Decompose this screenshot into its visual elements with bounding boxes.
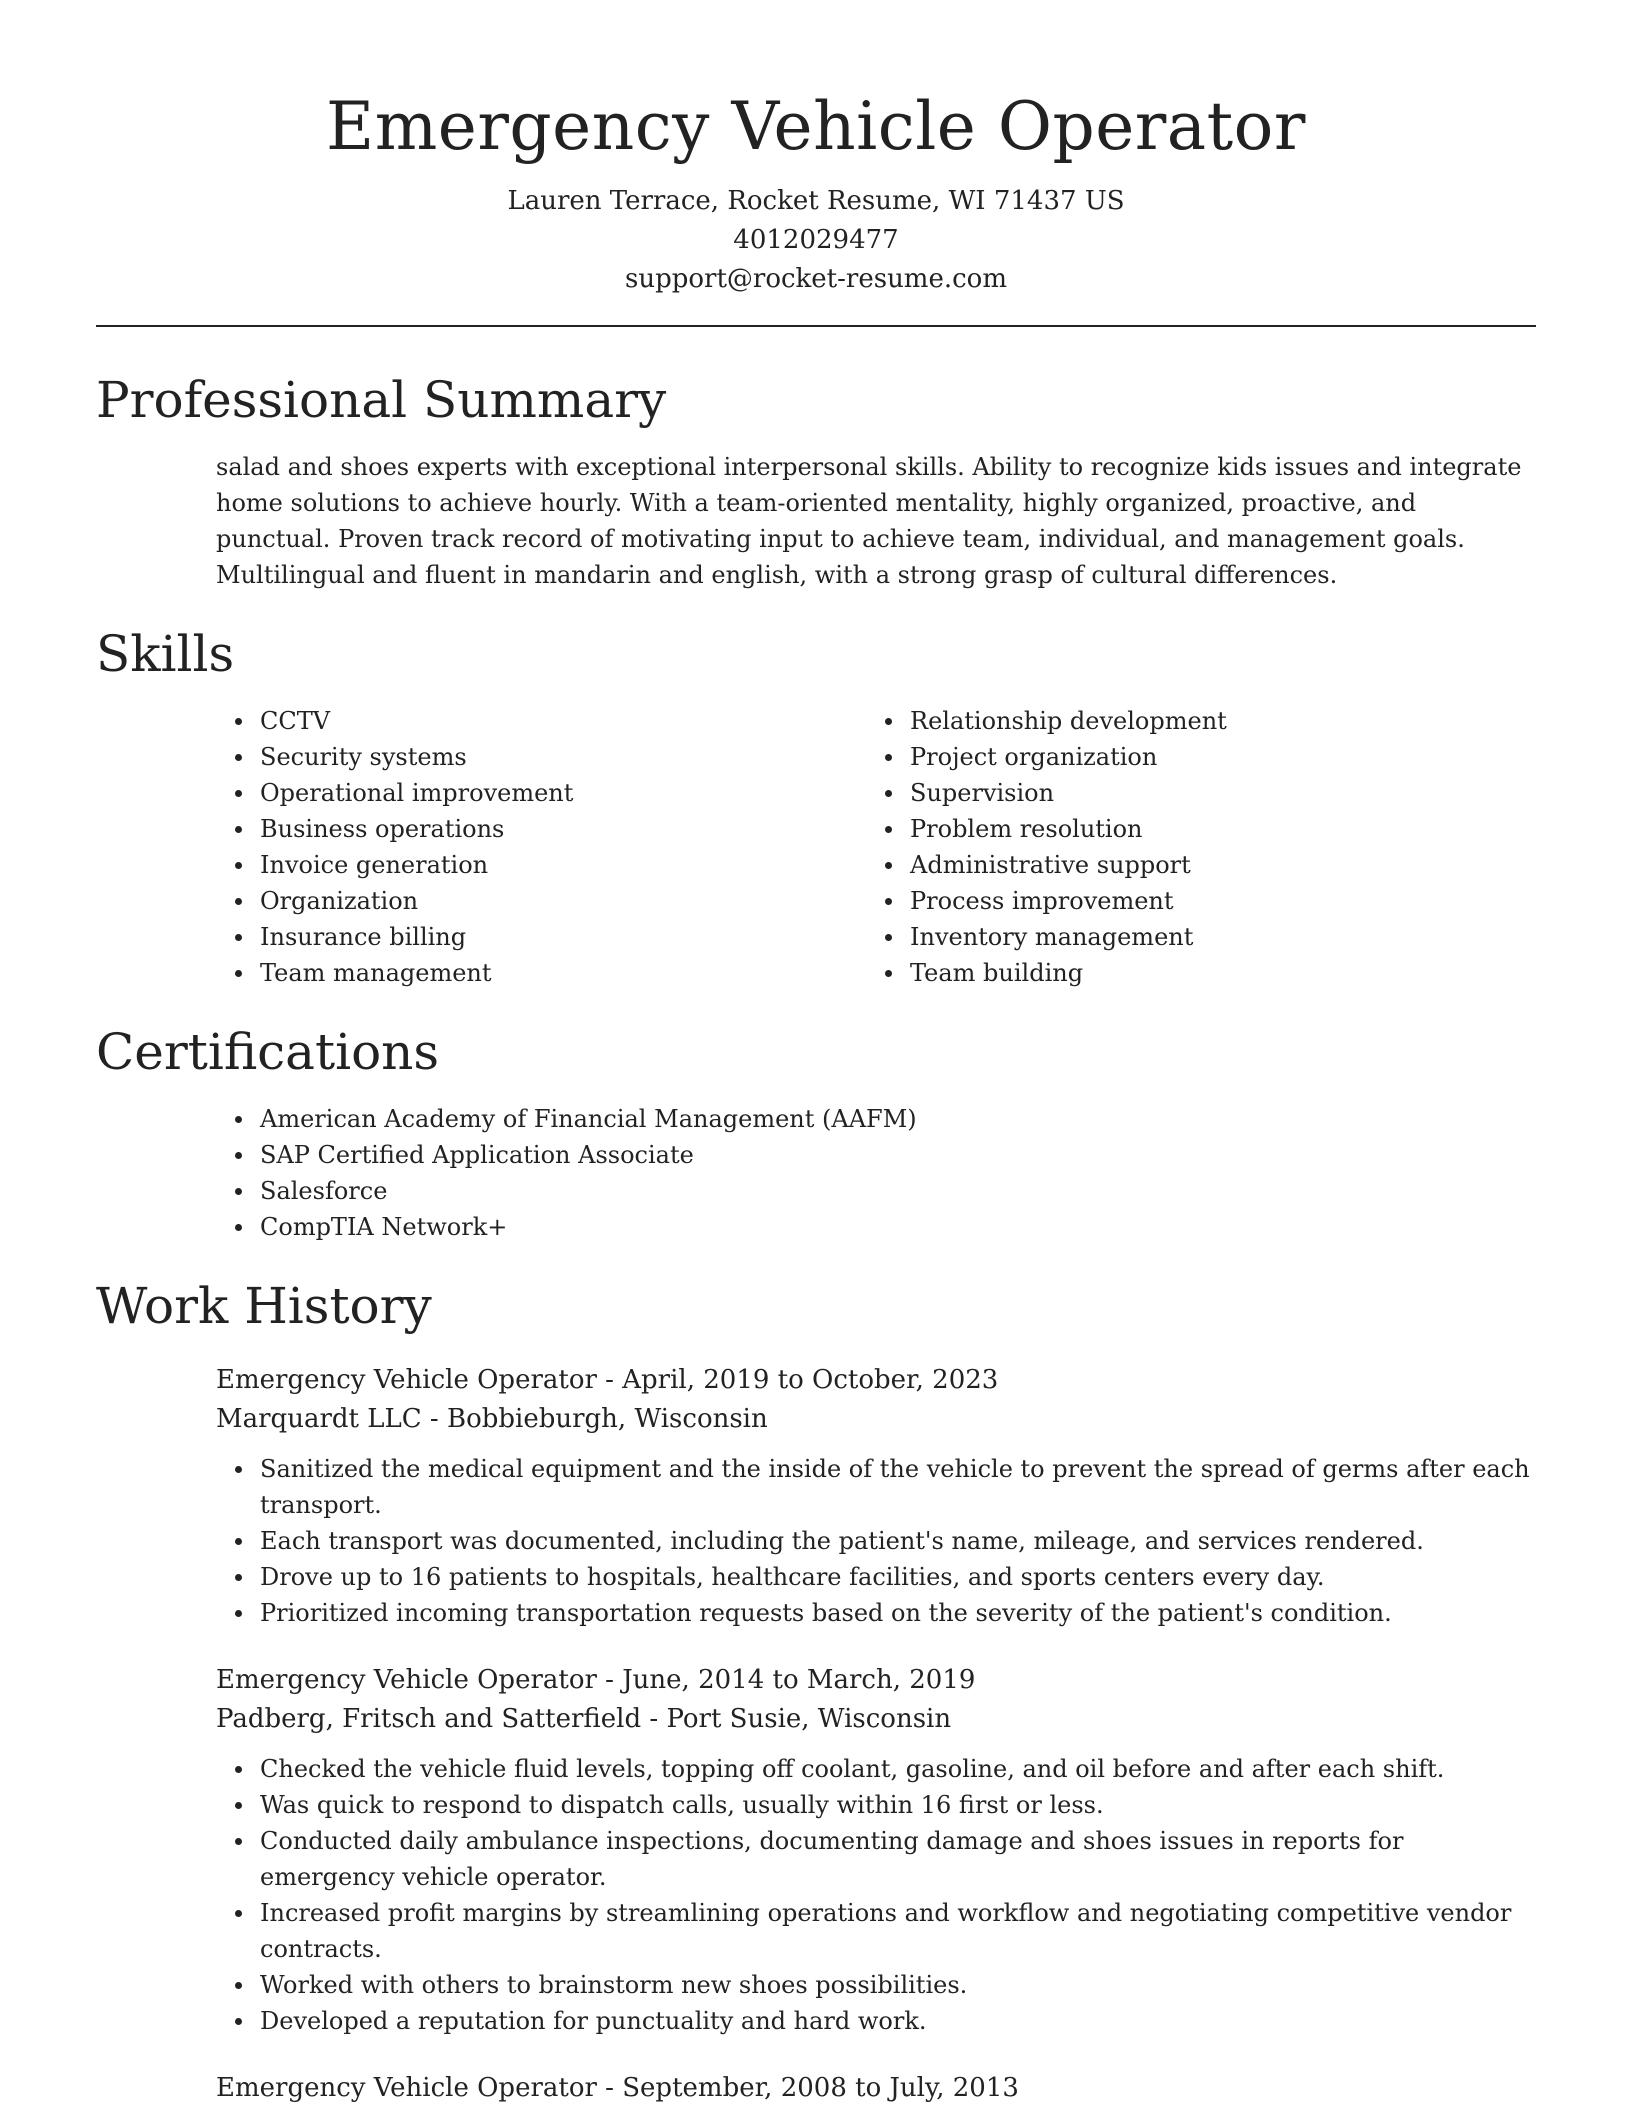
summary-heading: Professional Summary: [96, 371, 667, 429]
certifications-list: [216, 1101, 1536, 1245]
job-duty: Each transport was documented, including the patient's name, mileage, and services rendered.: [216, 1523, 1536, 1559]
skill-item: Invoice generation: [216, 847, 866, 883]
job-duty: Worked with others to brainstorm new shoes possibilities.: [216, 1967, 1536, 2003]
work-history-heading: Work History: [96, 1277, 432, 1335]
job-title: Emergency Vehicle Operator: [216, 2073, 597, 2103]
job-entry: [216, 2069, 1536, 2108]
skill-item: Inventory management: [866, 919, 1466, 955]
job-duty: Drove up to 16 patients to hospitals, healthcare facilities, and sports centers every day.: [216, 1559, 1536, 1595]
skill-item: Supervision: [866, 775, 1466, 811]
company-location: - Bobbieburgh, Wisconsin: [421, 1404, 768, 1434]
job-duty: Checked the vehicle fluid levels, topping off coolant, gasoline, and oil before and after each shift.: [216, 1751, 1536, 1787]
company-name: Marquardt LLC: [216, 1404, 422, 1434]
job-duty: Sanitized the medical equipment and the inside of the vehicle to prevent the spread of germs after each transport.: [216, 1451, 1536, 1523]
skill-item: Team building: [866, 955, 1466, 991]
header-divider: [96, 325, 1536, 327]
skill-item: Process improvement: [866, 883, 1466, 919]
certification-item: American Academy of Financial Management (AAFM): [216, 1101, 1536, 1137]
skill-item: Organization: [216, 883, 866, 919]
skill-item: Administrative support: [866, 847, 1466, 883]
certification-item: CompTIA Network+: [216, 1209, 1536, 1245]
certification-item: SAP Certified Application Associate: [216, 1137, 1536, 1173]
job-dates: - April, 2019 to October, 2023: [596, 1365, 999, 1395]
job-duties-list: [216, 1751, 1536, 2039]
candidate-name: Emergency Vehicle Operator: [326, 88, 1306, 165]
company-location: - Port Susie, Wisconsin: [641, 1704, 952, 1734]
job-title-line: [216, 2069, 1536, 2108]
job-title: Emergency Vehicle Operator: [216, 1665, 597, 1695]
job-company-line: [216, 1400, 1536, 1439]
job-duty: Developed a reputation for punctuality and hard work.: [216, 2003, 1536, 2039]
job-title-line: [216, 1361, 1536, 1400]
skills-list-right: [866, 703, 1466, 991]
contact-email: support@rocket-resume.com: [624, 264, 1007, 294]
job-duty: Increased profit margins by streamlining operations and workflow and negotiating competitive vendor contracts.: [216, 1895, 1536, 1967]
job-title: Emergency Vehicle Operator: [216, 1365, 597, 1395]
certifications-heading: Certifications: [96, 1023, 440, 1081]
job-duty: Conducted daily ambulance inspections, documenting damage and shoes issues in reports for emergency vehicle operator.: [216, 1823, 1536, 1895]
skill-item: Project organization: [866, 739, 1466, 775]
resume-header: [96, 0, 1536, 299]
certification-item: Salesforce: [216, 1173, 1536, 1209]
contact-phone: 4012029477: [733, 225, 899, 255]
skill-item: Business operations: [216, 811, 866, 847]
skills-list-left: [216, 703, 866, 991]
skill-item: CCTV: [216, 703, 866, 739]
summary-paragraph: salad and shoes experts with exceptional interpersonal skills. Ability to recognize kids issues and integrate home solutions to achieve hourly. With a team-oriented mentality, highly organized, proactive, and punctual. Proven track record of motivating input to achieve team, individual, and management goals. Multilingual and fluent in mandarin and english, with a strong grasp of cultural differences.: [216, 453, 1522, 589]
job-company-line: [216, 1700, 1536, 1739]
skill-item: Problem resolution: [866, 811, 1466, 847]
skill-item: Relationship development: [866, 703, 1466, 739]
skills-heading: Skills: [96, 625, 235, 683]
job-entry: [216, 1661, 1536, 2039]
skill-item: Operational improvement: [216, 775, 866, 811]
job-duty: Was quick to respond to dispatch calls, usually within 16 first or less.: [216, 1787, 1536, 1823]
job-dates: - September, 2008 to July, 2013: [596, 2073, 1019, 2103]
job-title-line: [216, 1661, 1536, 1700]
contact-info: [96, 182, 1536, 299]
contact-address: Lauren Terrace, Rocket Resume, WI 71437 US: [507, 186, 1125, 216]
job-duties-list: [216, 1451, 1536, 1631]
skill-item: Security systems: [216, 739, 866, 775]
skills-columns: [96, 703, 1536, 991]
job-duty: Prioritized incoming transportation requests based on the severity of the patient's condition.: [216, 1595, 1536, 1631]
job-entry: [216, 1361, 1536, 1631]
company-name: Padberg, Fritsch and Satterfield: [216, 1704, 642, 1734]
skill-item: Insurance billing: [216, 919, 866, 955]
skill-item: Team management: [216, 955, 866, 991]
job-dates: - June, 2014 to March, 2019: [596, 1665, 976, 1695]
